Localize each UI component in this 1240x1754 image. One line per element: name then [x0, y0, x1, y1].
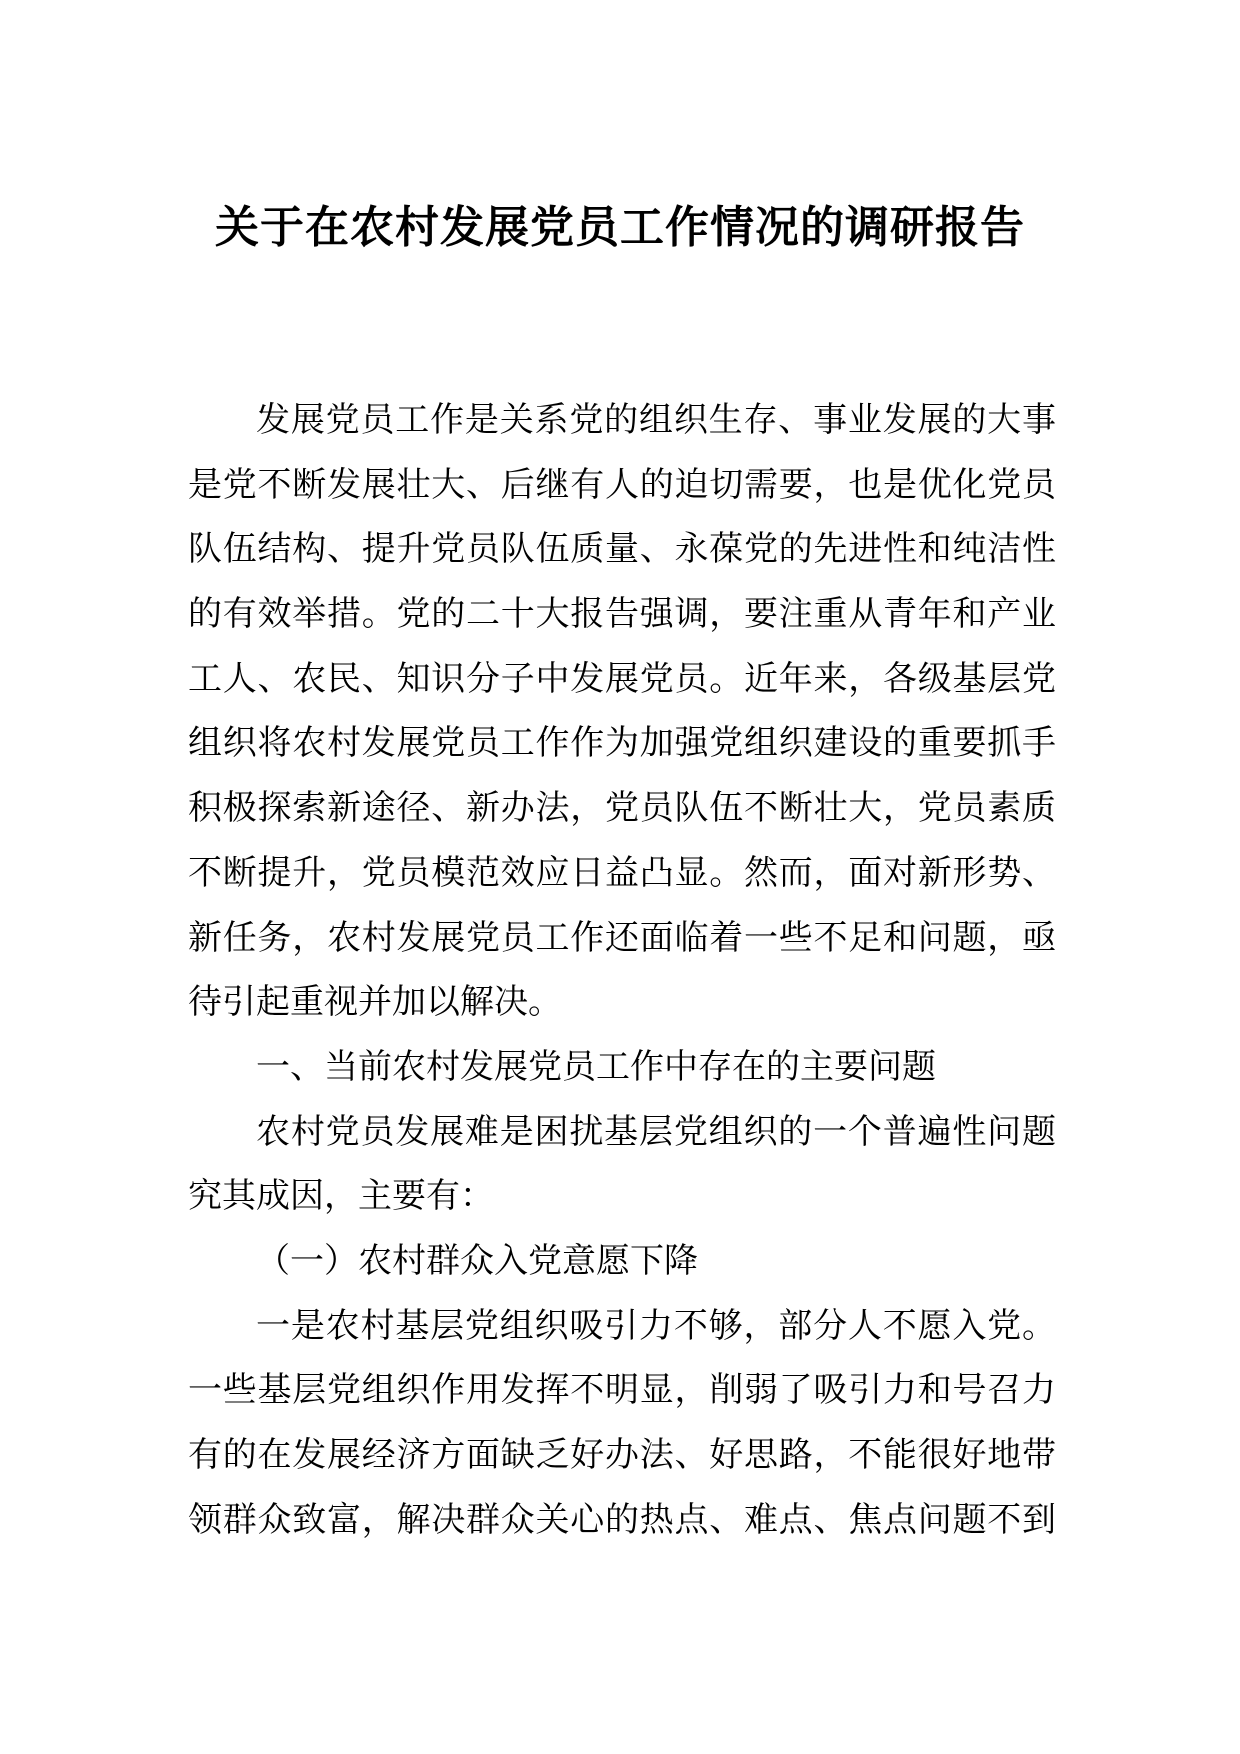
paragraph-line: 队伍结构、提升党员队伍质量、永葆党的先进性和纯洁性	[188, 529, 1056, 570]
document-title: 关于在农村发展党员工作情况的调研报告	[215, 202, 1025, 253]
paragraph-line: 待引起重视并加以解决。	[188, 982, 562, 1023]
paragraph-line: 领群众致富，解决群众关心的热点、难点、焦点问题不到	[188, 1499, 1056, 1540]
paragraph-line: 新任务，农村发展党员工作还面临着一些不足和问题，亟	[188, 917, 1056, 958]
paragraph-line: 一些基层党组织作用发挥不明显，削弱了吸引力和号召力	[188, 1370, 1056, 1411]
paragraph-line: 不断提升，党员模范效应日益凸显。然而，面对新形势、	[188, 852, 1056, 893]
paragraph-line: 积极探索新途径、新办法，党员队伍不断壮大，党员素质	[188, 788, 1056, 829]
paragraph-line: 发展党员工作是关系党的组织生存、事业发展的大事	[256, 400, 1056, 440]
paragraph-line: 一是农村基层党组织吸引力不够，部分人不愿入党。	[256, 1305, 1056, 1346]
paragraph-line: 的有效举措。党的二十大报告强调，要注重从青年和产业	[188, 594, 1056, 635]
paragraph-line: 组织将农村发展党员工作作为加强党组织建设的重要抓手	[188, 723, 1056, 764]
subsection-heading: （一）农村群众入党意愿下降	[256, 1240, 698, 1281]
paragraph-line: 工人、农民、知识分子中发展党员。近年来，各级基层党	[188, 658, 1056, 699]
paragraph-line: 有的在发展经济方面缺乏好办法、好思路，不能很好地带	[188, 1435, 1056, 1475]
paragraph-line: 农村党员发展难是困扰基层党组织的一个普遍性问题	[256, 1111, 1056, 1152]
document-body	[188, 388, 1056, 1552]
paragraph-line: 究其成因，主要有：	[188, 1176, 494, 1217]
paragraph-line: 是党不断发展壮大、后继有人的迫切需要，也是优化党员	[188, 464, 1056, 505]
section-heading: 一、当前农村发展党员工作中存在的主要问题	[256, 1046, 936, 1087]
